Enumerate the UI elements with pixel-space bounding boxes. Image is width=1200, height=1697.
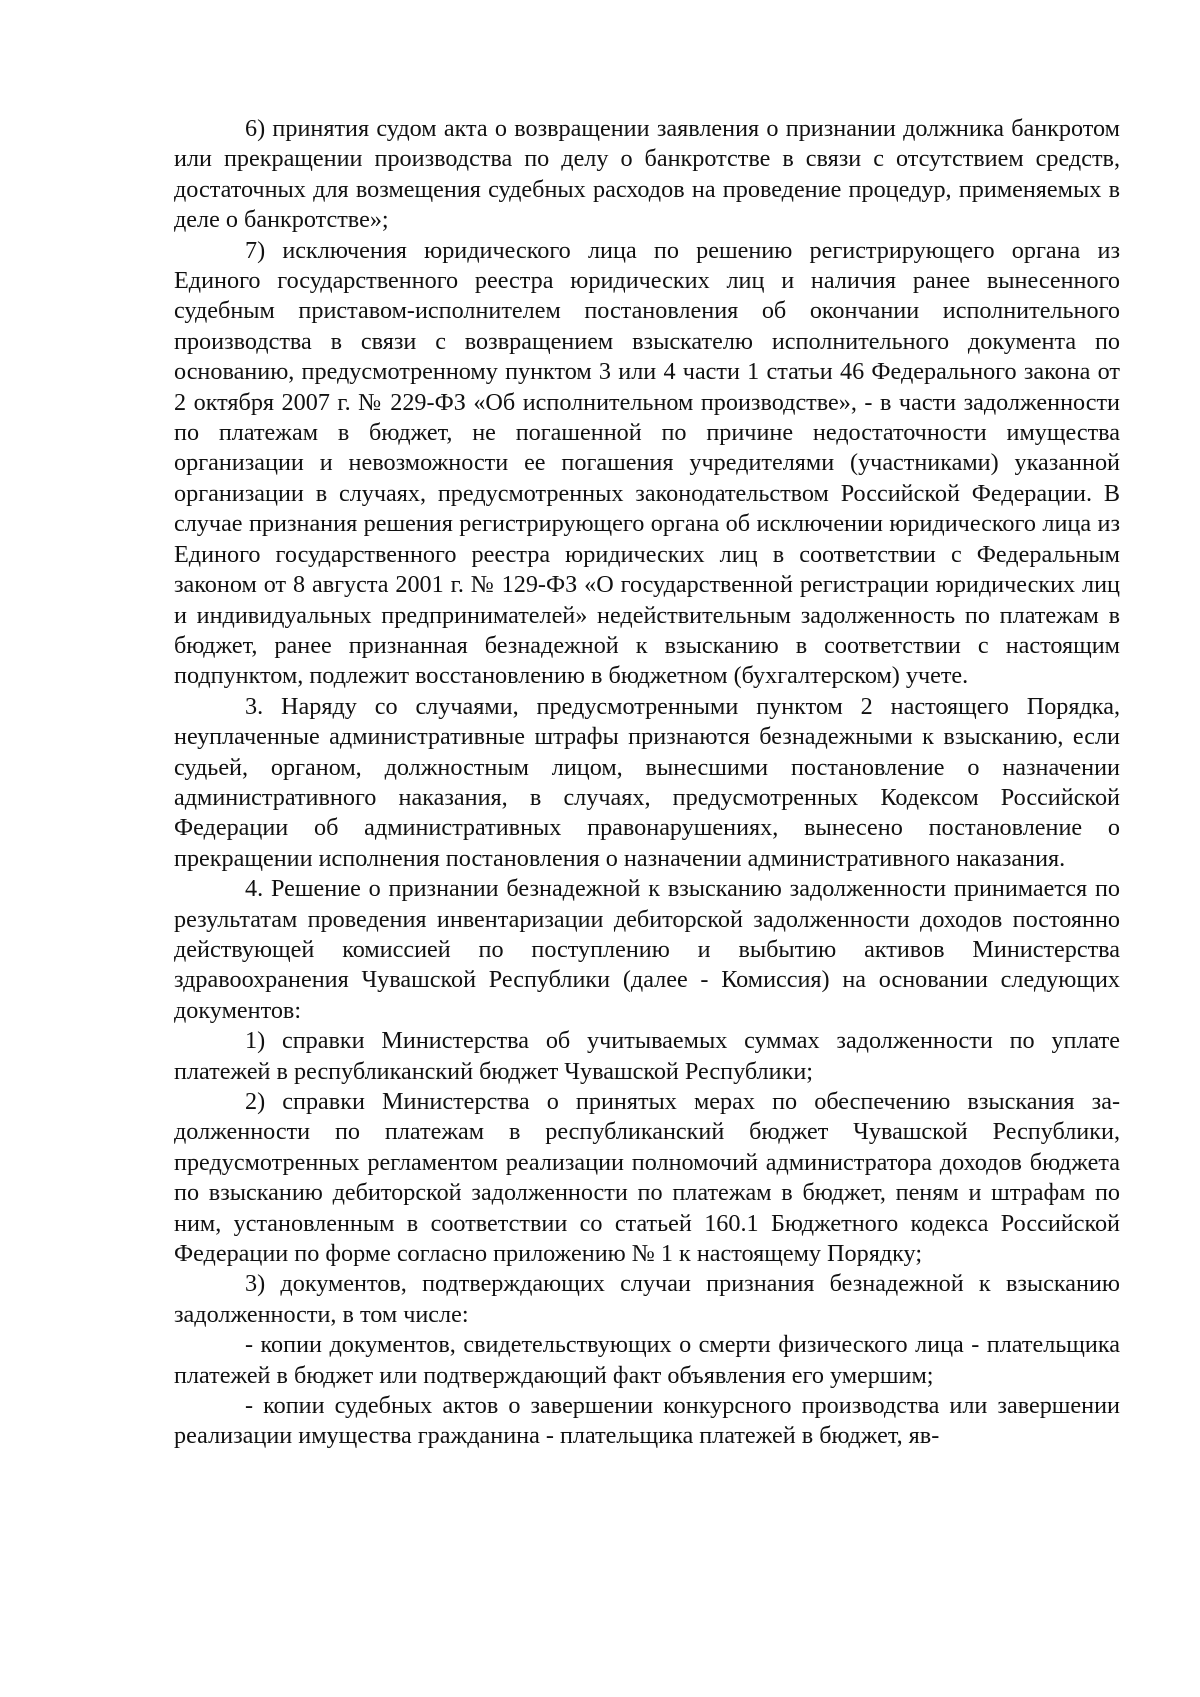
document-body <box>174 114 1120 1452</box>
paragraph-dash-2: - копии судебных актов о завершении конкурсного производства или завершении реализации имущества гражданина - плательщика платежей в бюджет, яв- <box>174 1392 1120 1450</box>
paragraph-item-4: 4. Решение о признании безнадежной к взысканию задолженности принимается по результатам проведения инвентаризации дебиторской задолженности доходов постоянно действующей комиссией по поступлению и выбытию активов Министерства здравоохранения Чувашской Республики (далее - Комиссия) на основании следующих документов: <box>174 875 1120 1024</box>
paragraph-item-3: 3. Наряду со случаями, предусмотренными пунктом 2 настоящего Порядка, неуплаченные административные штрафы признаются безнадежными к взысканию, если судьей, органом, должностным лицом, вынесшими постановление о назначении административного наказания, в случаях, предусмотренных Кодексом Российской Федерации об административных правонарушениях, вынесено постановление о прекращении исполнения постановления о назначении административного наказания. <box>174 692 1120 872</box>
paragraph-subitem-6: 6) принятия судом акта о возвращении заявления о признании должника банкротом или прекращении производства по делу о банкротстве в связи с отсутствием средств, достаточных для возмещения судебных расходов на проведение процедур, применяемых в деле о банкротстве»; <box>174 115 1120 234</box>
paragraph-doc-1: 1) справки Министерства об учитываемых суммах задолженности по уплате платежей в республиканский бюджет Чувашской Республики; <box>174 1027 1120 1085</box>
paragraph-dash-1: - копии документов, свидетельствующих о смерти физического лица - плательщика платежей в бюджет или подтверждающий факт объявления его умершим; <box>174 1331 1120 1389</box>
paragraph-subitem-7: 7) исключения юридического лица по решению регистрирующего органа из Единого государственного реестра юридических лиц и наличия ранее вынесенного судебным приставом-исполнителем постановления об окончании исполнительного производства в связи с возвращением взыскателю исполнительного документа по основанию, предусмотренному пунктом 3 или 4 части 1 статьи 46 Федерального закона от 2 октября 2007 г. № 229-ФЗ «Об исполнительном производстве», - в части задолженности по платежам в бюджет, не погашенной по причине недостаточности имущества организации и невозможности ее погашения учредителями (участниками) указанной организации в случаях, предусмотренных законодательством Российской Федерации. В случае признания решения регистрирующего органа об исключении юридического лица из Единого государственного реестра юридических лиц в соответствии с Федеральным законом от 8 августа 2001 г. № 129-ФЗ «О государственной регистрации юридических лиц и индивидуальных предпринимателей» недействительным задолженность по платежам в бюджет, ранее признанная безнадежной к взысканию в соответствии с настоящим подпунктом, подлежит восстановлению в бюджетном (бухгалтерском) учете. <box>174 236 1120 690</box>
paragraph-doc-3: 3) документов, подтверждающих случаи признания безнадежной к взысканию задолженности, в том числе: <box>174 1270 1120 1328</box>
paragraph-doc-2: 2) справки Министерства о принятых мерах по обеспечению взыскания задолженности по платежам в республиканский бюджет Чувашской Республики, предусмотренных регламентом реализации полномочий администратора доходов бюджета по взысканию дебиторской задолженности по платежам в бюджет, пеням и штрафам по ним, установленным в соответствии со статьей 160.1 Бюджетного кодекса Российской Федерации по форме согласно приложению № 1 к настоящему Порядку; <box>174 1088 1120 1268</box>
